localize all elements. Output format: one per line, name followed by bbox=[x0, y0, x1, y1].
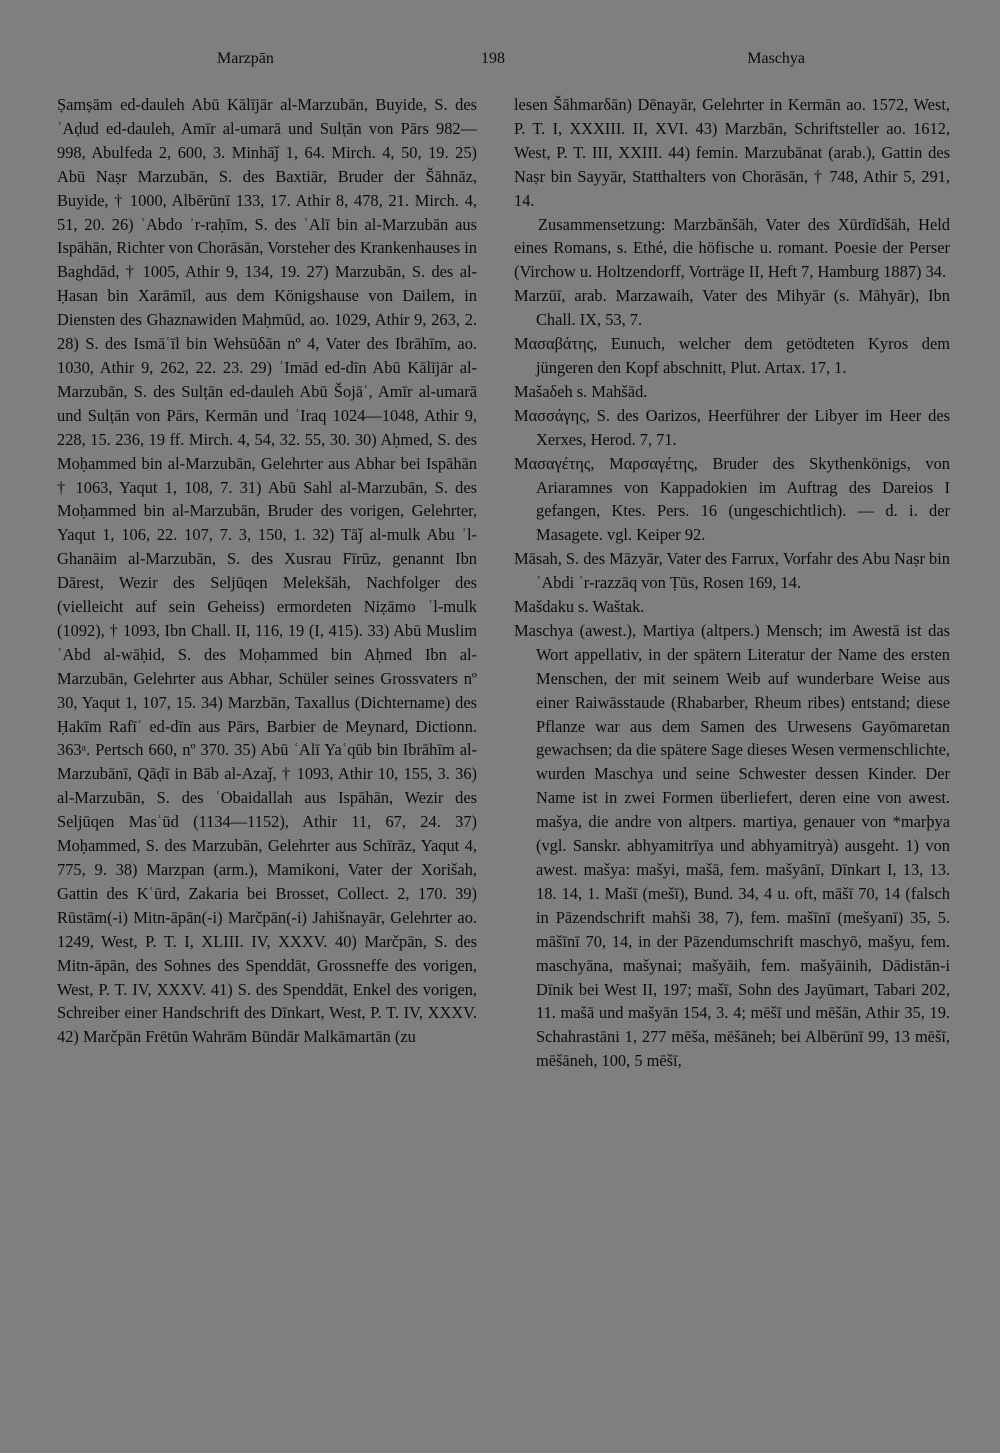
left-column-text: Ṣamṣām ed-dauleh Abū Kālījār al-Marzubān, Buyide, S. des ʿAḍud ed-dauleh, Amīr al-umarā und Sulṭān von Pārs 982—998, Abulfeda 2, 600, 3. Minhāǰ 1, 64. Mirch. 4, 50, 19. 25) Abū Naṣr Marzubān, S. des Baxtiār, Bruder der Šāhnāz, Buyide, † 1000, Albērūnī 133, 17. Athir 8, 478, 21. Mirch. 4, 51, 20. 26) ʿAbdo ʾr-raḥīm, S. des ʿAlī bin al-Marzubān aus Ispāhān, Richter von Chorāsān, Vorsteher des Krankenhauses in Baghdād, † 1005, Athir 9, 134, 19. 27) Marzubān, S. des al-Ḥasan bin Xarāmīl, aus dem Königshause von Dailem, in Diensten des Ghaznawiden Maḥmūd, ao. 1029, Athir 9, 263, 2. 28) S. des Ismāʿīl bin Wehsūδān nº 4, Vater des Ibrāhīm, ao. 1030, Athir 9, 262, 22. 23. 29) ʿImād ed-dīn Abū Kālījār al-Marzubān, S. des Sulṭān ed-dauleh Abū Šojāʿ, Amīr al-umarā und Sulṭān von Pārs, Kermān und ʿIraq 1024—1048, Athir 9, 228, 15. 236, 19 ff. Mirch. 4, 54, 32. 55, 30. 30) Aḥmed, S. des Moḥammed bin al-Marzubān, Gelehrter aus Abhar bei Ispāhān † 1063, Yaqut 1, 108, 7. 31) Abū Sahl al-Marzubān, S. des Moḥammed bin al-Marzubān, Bruder des vorigen, Gelehrter, Yaqut 1, 106, 22. 107, 7. 3, 150, 1. 32) Tāǰ al-mulk Abu ʾl-Ghanāim al-Marzubān, S. des Xusrau Fīrūz, genannt Ibn Dārest, Wezir des Seljūqen Melekšāh, Nachfolger des (vielleicht auf sein Geheiss) ermordeten Niẓāmo ʾl-mulk (1092), † 1093, Ibn Chall. II, 116, 19 (I, 415). 33) Abū Muslim ʿAbd al-wāḥid, S. des Moḥammed bin Aḥmed Ibn al-Marzubān, Gelehrter aus Abhar, Schüler seines Grossvaters nº 30, Yaqut 1, 107, 15. 34) Marzbān, Taxallus (Dichtername) des Ḥakīm Rafīʿ ed-dīn aus Pārs, Barbier de Meynard, Dictionn. 363ᵃ. Pertsch 660, nº 370. 35) Abū ʿAlī Yaʿqūb bin Ibrāhīm al-Marzubānī, Qāḍī in Bāb al-Azaǰ, † 1093, Athir 10, 155, 3. 36) al-Marzubān, S. des ʿObaidallah aus Ispāhān, Wezir des Seljūqen Masʿūd (1134—1152), Athir 11, 67, 24. 37) Moḥammed, S. des Marzubān, Gelehrter aus Schīrāz, Yaqut 4, 775, 9. 38) Marzpan (arm.), Mamikoni, Vater der Xorišah, Gattin des Kʿūrd, Zakaria bei Brosset, Collect. 2, 170. 39) Rūstām(-i) Mitn-āpān(-i) Marčpān(-i) Jahišnayār, Gelehrter ao. 1249, West, P. T. I, XLIII. IV, XXXV. 40) Marčpān, S. des Mitn-āpān, des Sohnes des Spenddāt, Grossneffe des vorigen, West, P. T. IV, XXXV. 41) S. des Spenddāt, Enkel des vorigen, Schreiber einer Handschrift des Dīnkart, West, P. T. IV, XXXV. 42) Marčpān Frētūn Wahrām Būndār Malkāmartān (zu bbox=[57, 95, 477, 1047]
header-right-keyword: Maschya bbox=[747, 50, 805, 67]
dictionary-entry: Μασσάγης, S. des Oarizos, Heerführer der Libyer im Heer des Xerxes, Herod. 7, 71. bbox=[514, 405, 950, 449]
page-number: 198 bbox=[481, 50, 505, 67]
dictionary-entry: Mašdaku s. Waštak. bbox=[514, 597, 645, 617]
dictionary-entry: Μασαγέτης, Μαρσαγέτης, Bruder des Skythenkönigs, von Ariaramnes von Kappadokien im Auftrag des Dareios I gefangen, Ktes. Pers. 16 (ungeschichtlich). — d. i. der Masagete. vgl. Keiper 92. bbox=[514, 453, 950, 545]
entry-paragraph: Zusammensetzung: Marzbānšāh, Vater des Xūrdīdšāh, Held eines Romans, s. Ethé, die höfische u. romant. Poesie der Perser (Virchow u. Holtzendorff, Vorträge II, Heft 7, Hamburg 1887) 34. bbox=[514, 214, 950, 282]
running-header bbox=[55, 50, 955, 74]
dictionary-entry: Māsah, S. des Māzyār, Vater des Farrux, Vorfahr des Abu Naṣr bin ʿAbdi ʾr-razzāq von Ṭūs, Rosen 169, 14. bbox=[514, 549, 950, 593]
entry-paragraph: lesen Šāhmarδān) Dēnayār, Gelehrter in Kermān ao. 1572, West, P. T. I, XXXIII. II, XVI. 43) Marzbān, Schriftsteller ao. 1612, West, P. T. III, XXIII. 44) femin. Marzubānat (arab.), Gattin des Naṣr bin Sayyār, Statthalters von Chorāsān, † 748, Athir 5, 291, 14. bbox=[514, 95, 950, 210]
header-left-keyword: Marzpān bbox=[217, 50, 274, 67]
dictionary-entry: Marzūī, arab. Marzawaih, Vater des Mihyār (s. Māhyār), Ibn Chall. IX, 53, 7. bbox=[514, 286, 950, 330]
right-column bbox=[514, 93, 950, 1073]
dictionary-entry: Μασαβάτης, Eunuch, welcher dem getödteten Kyros dem jüngeren den Kopf abschnitt, Plut. Artax. 17, 1. bbox=[514, 334, 950, 377]
left-column bbox=[57, 93, 477, 1049]
dictionary-entry: Mašaδeh s. Mahšād. bbox=[514, 381, 648, 401]
dictionary-entry: Maschya (awest.), Martiya (altpers.) Mensch; im Awestā ist das Wort appellativ, in der spätern Literatur der Name des ersten Menschen, der mit seinem Weib auf wunderbare Weise aus einer Raiwāsstaude (Rhabarber, Rheum ribes) entstand; diese Pflanze war aus dem Samen des Urwesens Gayōmaretan gewachsen; da die spätere Sage dieses Wesen vermenschlichte, wurden Maschya und seine Schwester dessen Kinder. Der Name ist in zwei Formen überliefert, deren eine von awest. mašya, die andre von altpers. martiya, genauer von *marþya (vgl. Sanskr. abhyamitrīya und abhyamitryà) ausgeht. 1) von awest. mašya: mašyi, mašā, fem. mašyānī, Dīnkart I, 13, 13. 18. 14, 1. Mašī (mešī), Bund. 34, 4 u. oft, māšī 70, 14 (falsch in Pāzendschrift mahši 38, 7), fem. mašīnī (mešyanī) 35, 5. māšīnī 70, 14, in der Pāzendumschrift maschyō, mašyu, fem. maschyāna, mašynai; mašyāih, fem. mašyāinih, Dādistān-i Dīnik bei West II, 197; mašī, Sohn des Jayūmart, Tabari 202, 11. mašā und mašyān 154, 3. 4; mēšī und mēšān, Athir 35, 19. Schahrastāni 1, 277 mēša, mēšāneh; bei Albērūnī 99, 13 mēšī, mēšāneh, 100, 5 mēšī, bbox=[514, 620, 950, 1071]
